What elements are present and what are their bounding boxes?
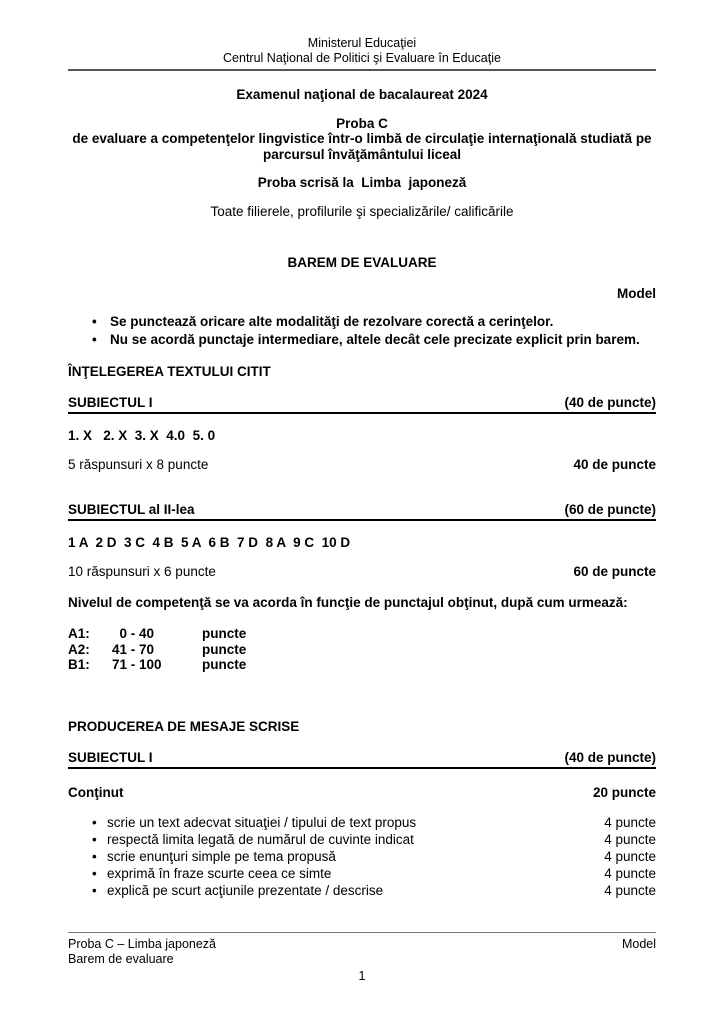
level-row bbox=[68, 626, 656, 642]
model-label: Model bbox=[617, 286, 656, 301]
criterion-text: • scrie enunţuri simple pe tema propusă bbox=[68, 848, 336, 865]
criterion-points: 4 puncte bbox=[604, 882, 656, 898]
content-heading-row bbox=[68, 785, 656, 800]
score-calculation: 10 răspunsuri x 6 puncte bbox=[68, 564, 216, 579]
subject2-score-row bbox=[68, 564, 656, 579]
criterion-points: 4 puncte bbox=[604, 848, 656, 864]
reading-subject1-row bbox=[68, 395, 656, 414]
criterion-text: • scrie un text adecvat situaţiei / tipului de text propus bbox=[68, 814, 416, 831]
level-unit: puncte bbox=[202, 641, 247, 657]
footer-proba: Proba C – Limba japoneză bbox=[68, 937, 217, 951]
criterion-text: • respectă limita legată de numărul de cuvinte indicat bbox=[68, 831, 414, 848]
exam-title: Examenul naţional de bacalaureat 2024 bbox=[236, 87, 488, 102]
footer-barem: Barem de evaluare bbox=[68, 952, 174, 966]
reading-subject2-row bbox=[68, 502, 656, 521]
level-row bbox=[68, 642, 656, 658]
barem-note: • Se punctează oricare alte modalităţi de rezolvare corectă a cerinţelor. bbox=[68, 313, 656, 331]
criterion-text: • explică pe scurt acţiunile prezentate / descrise bbox=[68, 882, 383, 899]
subject1-score-row bbox=[68, 457, 656, 472]
content-criteria-list bbox=[68, 814, 656, 899]
competence-levels bbox=[68, 626, 656, 673]
proba-description-line1: de evaluare a competenţelor lingvistice într-o limbă de circulaţie internaţională studiată pe bbox=[72, 131, 652, 146]
writing-subject1-row bbox=[68, 750, 656, 769]
content-label: Conţinut bbox=[68, 784, 124, 800]
level-label: A1: bbox=[68, 626, 90, 641]
criterion-row bbox=[68, 882, 656, 899]
written-exam-title: Proba scrisă la Limba japoneză bbox=[257, 175, 467, 190]
barem-note: • Nu se acordă punctaje intermediare, altele decât cele precizate explicit prin barem. bbox=[68, 331, 656, 349]
score-total: 40 de puncte bbox=[573, 457, 656, 472]
score-total: 60 de puncte bbox=[573, 564, 656, 579]
criterion-row bbox=[68, 814, 656, 831]
center-line: Centrul Naţional de Politici şi Evaluare în Educaţie bbox=[223, 51, 501, 65]
footer-model: Model bbox=[621, 937, 656, 951]
footer-row bbox=[68, 937, 656, 952]
level-range: 71 - 100 bbox=[112, 657, 162, 672]
level-row bbox=[68, 657, 656, 673]
criterion-row bbox=[68, 848, 656, 865]
document-footer bbox=[68, 932, 656, 983]
criterion-row bbox=[68, 865, 656, 882]
level-label: A2: bbox=[68, 641, 90, 657]
level-unit: puncte bbox=[202, 626, 247, 641]
level-label: B1: bbox=[68, 657, 90, 672]
criterion-points: 4 puncte bbox=[604, 865, 656, 881]
subject-title: SUBIECTUL al II-lea bbox=[68, 502, 195, 517]
criterion-text: • exprimă în fraze scurte ceea ce simte bbox=[68, 865, 331, 882]
filiere-line: Toate filierele, profilurile şi specializările/ calificările bbox=[210, 204, 514, 219]
barem-heading: BAREM DE EVALUARE bbox=[287, 255, 437, 270]
barem-notes bbox=[68, 313, 656, 349]
subject2-answers: 1 A 2 D 3 C 4 B 5 A 6 B 7 D 8 A 9 C 10 D bbox=[68, 535, 351, 550]
level-range: 0 - 40 bbox=[112, 626, 155, 641]
proba-description-line2: parcursul învăţământului liceal bbox=[262, 146, 462, 162]
competence-level-note: Nivelul de competenţă se va acorda în funcţie de punctajul obţinut, după cum urmează: bbox=[68, 595, 628, 610]
reading-section-heading: ÎNŢELEGEREA TEXTULUI CITIT bbox=[68, 364, 271, 379]
criterion-row bbox=[68, 831, 656, 848]
ministry-line: Ministerul Educaţiei bbox=[307, 36, 417, 50]
subject1-answers: 1. X 2. X 3. X 4.0 5. 0 bbox=[68, 428, 216, 443]
content-points: 20 puncte bbox=[592, 784, 656, 800]
level-range: 41 - 70 bbox=[112, 641, 155, 657]
score-calculation: 5 răspunsuri x 8 puncte bbox=[68, 457, 209, 472]
subject-points: (40 de puncte) bbox=[564, 749, 656, 765]
subject-points: (40 de puncte) bbox=[564, 395, 656, 410]
criterion-points: 4 puncte bbox=[604, 814, 656, 830]
proba-title: Proba C bbox=[336, 116, 388, 131]
subject-title: SUBIECTUL I bbox=[68, 749, 153, 765]
subject-title: SUBIECTUL I bbox=[68, 395, 153, 410]
page-number: 1 bbox=[358, 969, 366, 983]
document-header bbox=[68, 36, 656, 71]
criterion-points: 4 puncte bbox=[604, 831, 656, 847]
writing-section-heading: PRODUCEREA DE MESAJE SCRISE bbox=[68, 718, 300, 734]
level-unit: puncte bbox=[202, 657, 247, 672]
subject-points: (60 de puncte) bbox=[564, 502, 656, 517]
